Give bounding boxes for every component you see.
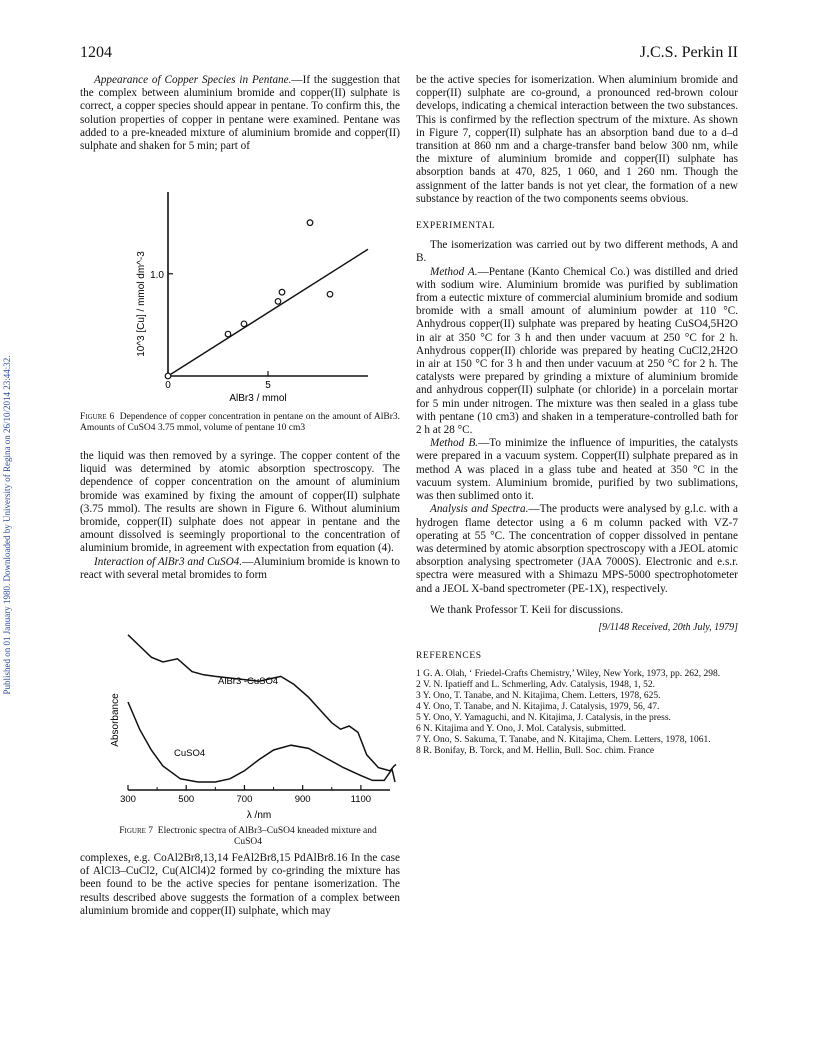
y-axis-label: Absorbance [110,693,121,747]
x-tick-label: 300 [120,794,136,805]
figure-label: Figure 7 [119,826,154,836]
references-list [416,669,738,757]
paragraph: the liquid was then removed by a syringe. The copper content of the liquid was determined by atomic absorption spectroscopy. The dependence of copper concentration on the amount of aluminium bromide was examined by fixing the amount of copper(II) sulphate (3.75 mmol). The results are shown in Figure 6. Without aluminium bromide, copper(II) sulphate does not appear in pentane and the amount dissolved is seemingly proportional to the concentration of aluminium bromide, in agreement with expectation from equation (4). [80,450,400,555]
left-column-mid [80,450,400,582]
page-number: 1204 [80,44,112,61]
x-tick-label: 500 [178,794,195,805]
paragraph: —If the suggestion that the complex between aluminium bromide and copper(II) sulphate is correct, a copper species should appear in pentane. To confirm this, the solution properties of copper in pentane were examined. Pentane was added to a pre-kneaded mixture of aluminium bromide and copper(II) sulphate and shaken for 5 min; part of [80,74,400,153]
method-a-title: Method A. [430,265,478,278]
journal-title: J.C.S. Perkin II [639,44,738,61]
data-point [275,299,281,305]
x-tick-label: 700 [236,794,253,805]
figure-6-caption [80,412,400,434]
x-axis-label: AlBr3 / mmol [229,393,287,404]
data-point [307,220,313,226]
data-point [165,373,171,379]
paragraph: —Pentane (Kanto Chemical Co.) was distilled and dried with sodium wire. Aluminium bromide was purified by sublimation from a eutectic mixture of commercial aluminium bromide and sodium bromide with a small amount of aluminium powder at 110 °C. Anhydrous copper(II) sulphate was prepared by heating CuSO4,5H2O in air at 350 °C for 3 h and then under vacuum at 250 °C for 2 h. Anhydrous copper(II) chloride was prepared by heating CuCl2,2H2O in air at 150 °C for 3 h and then under vacuum at 250 °C for 2 h. The catalysts were prepared by grinding a mixture of aluminium bromide and anhydrous copper(II) sulphate (or chloride) in a porcelain mortar for 5 min under nitrogen. The mixture was then sealed in a glass tube with pentane (10 cm3) and shaken in a temperature-controlled bath for 2 h at 28 °C. [416,265,738,437]
data-point [241,321,247,327]
reference-item: 1 G. A. Olah, ‘ Friedel-Crafts Chemistry,’ Wiley, New York, 1973, pp. 262, 298. [416,669,721,680]
figure-7-caption [108,826,388,848]
fit-line [168,249,368,376]
reference-item: 8 R. Bonifay, B. Torck, and M. Hellin, Bull. Soc. chim. France [416,746,655,757]
paragraph: The isomerization was carried out by two different methods, A and B. [416,239,738,265]
section-title: Interaction of AlBr3 and CuSO4. [94,555,243,568]
reference-item: 5 Y. Ono, Y. Yamaguchi, and N. Kitajima, J. Catalysis, in the press. [416,713,671,724]
section-title: Appearance of Copper Species in Pentane. [94,74,292,86]
x-tick-label: 5 [265,380,271,391]
left-column-top [80,74,400,153]
caption-text: Electronic spectra of AlBr3–CuSO4 kneaded mixture and CuSO4 [157,826,377,847]
paragraph: —To minimize the influence of impurities, the catalysts were prepared in a vacuum system. Copper(II) sulphate prepared as in method A was placed in a glass tube and heated at 350 °C in the vacuum system. Aluminium bromide, purified by two sublimations, was then sublimed onto it. [416,437,738,503]
data-point [225,331,231,337]
paragraph: be the active species for isomerization. When aluminium bromide and copper(II) sulphate are co-ground, a pronounced red-brown colour develops, indicating a chemical interaction between the two substances. This is confirmed by the reflection spectrum of the mixture. As shown in Figure 7, copper(II) sulphate has an absorption band due to a d–d transition at 860 nm and a charge-transfer band below 300 nm, while the mixture of aluminium bromide and copper(II) sulphate has absorption bands at 470, 825, 1 060, and 1 260 nm. Though the assignment of the latter bands is not yet clear, the formation of a new substance by reaction of the two components seems obvious. [416,74,738,205]
data-point [279,289,285,295]
series-line-1 [128,702,395,782]
x-axis-label: λ /nm [246,810,272,821]
references-heading: REFERENCES [416,651,482,662]
series-label: AlBr3 -CuSO4 [218,676,279,687]
right-column [416,74,738,757]
series-line-0 [128,635,396,771]
paragraph: complexes, e.g. CoAl2Br8,13,14 FeAl2Br8,15 PdAlBr8.16 In the case of AlCl3–CuCl2, Cu(AlCl4)2 formed by co-grinding the mixture has been found to be the active species for pentane isomerization. The results described above suggests the formation of a complex between aluminium bromide and copper(II) sulphate, which may [80,852,400,917]
data-point [327,291,333,297]
figure-6-chart [100,184,400,410]
reference-item: 7 Y. Ono, S. Sakuma, T. Tanabe, and N. Kitajima, Chem. Letters, 1978, 1061. [416,735,711,746]
reference-item: 2 V. N. Ipatieff and L. Schmerling, Adv. Catalysis, 1948, 1, 52. [416,680,655,691]
analysis-title: Analysis and Spectra. [430,503,529,516]
x-tick-label: 1100 [350,794,372,805]
left-column-bottom [80,852,400,918]
figure-label: Figure 6 [80,412,115,422]
method-b-title: Method B. [430,437,479,450]
y-axis-label: 10^3 [Cu] / mmol dm^-3 [136,251,147,357]
experimental-heading: EXPERIMENTAL [416,221,496,232]
caption-text: Dependence of copper concentration in pentane on the amount of AlBr3. Amounts of CuSO4 3.75 mmol, volume of pentane 10 cm3 [80,412,400,433]
reference-item: 3 Y. Ono, T. Tanabe, and N. Kitajima, Chem. Letters, 1978, 625. [416,691,661,702]
download-note: Published on 01 January 1980. Downloaded by University of Regina on 26/10/2014 23:44:32. [2,355,12,695]
reference-item: 4 Y. Ono, T. Tanabe, and N. Kitajima, J. Catalysis, 1979, 56, 47. [416,702,660,713]
paragraph: —Aluminium bromide is known to react with several metal bromides to form [80,555,400,581]
paragraph: —The products were analysed by g.l.c. with a hydrogen flame detector using a 6 m column packed with VZ-7 operating at 55 °C. The concentration of copper dissolved in pentane was determined by atomic absorption spectroscopy with a JEOL atomic absorption analysing spectrometer (JAA 7000S). Electronic and e.s.r. spectra were measured with a Shimazu MPS-5000 spectrophotometer and a JEOL X-band spectrometer (PE-1X), respectively. [416,503,738,595]
figure-7-chart [100,628,400,828]
series-label: CuSO4 [174,748,206,759]
reference-item: 6 N. Kitajima and Y. Ono, J. Mol. Catalysis, submitted. [416,724,627,735]
y-tick-label: 1.0 [150,269,164,281]
x-tick-label: 0 [165,380,171,391]
x-tick-label: 900 [294,794,311,805]
acknowledgement: We thank Professor T. Keii for discussions. [430,603,624,616]
received-line: [9/1148 Received, 20th July, 1979] [598,621,738,633]
